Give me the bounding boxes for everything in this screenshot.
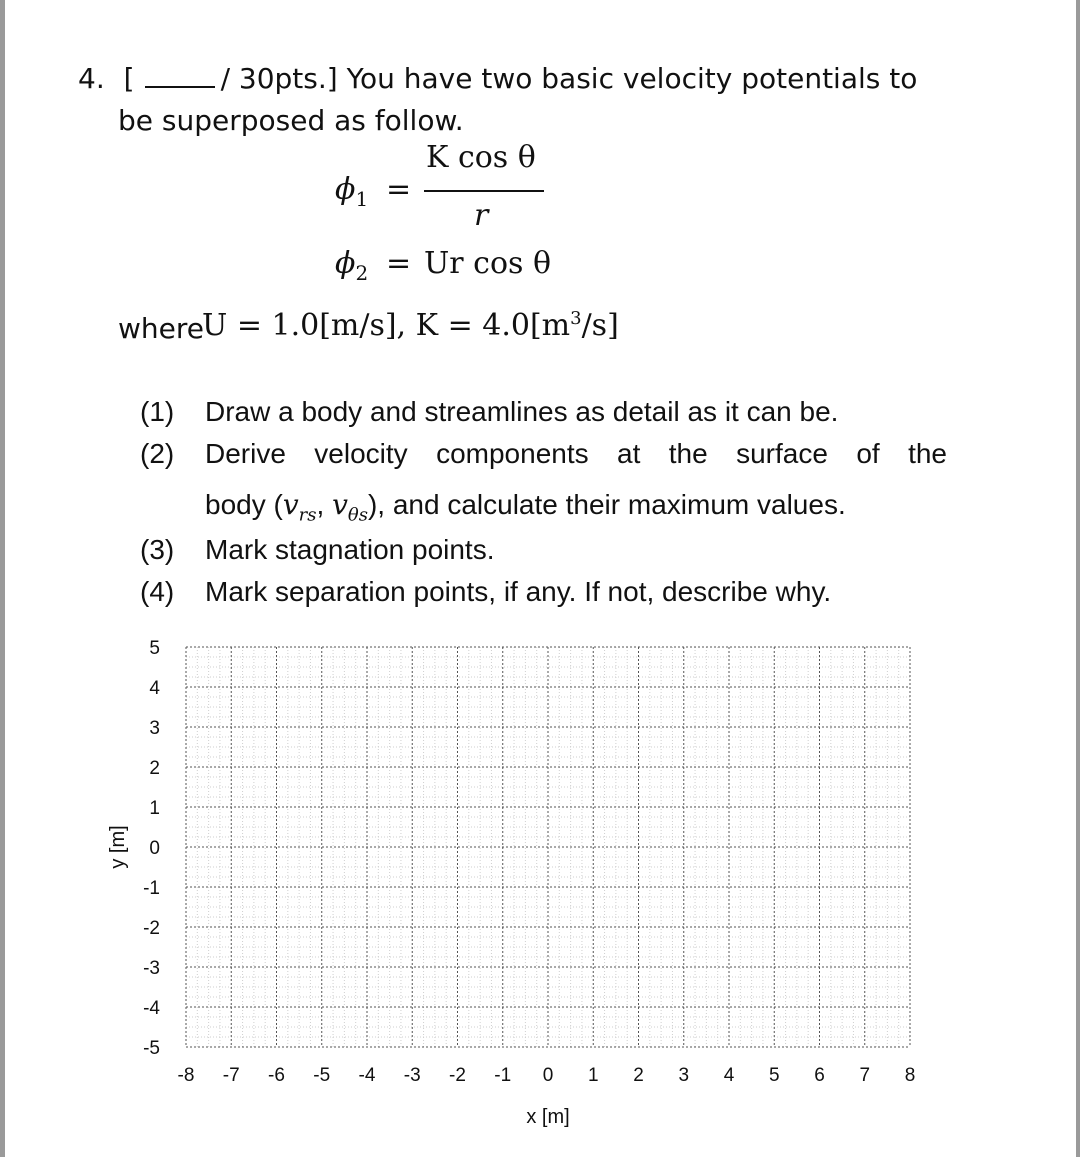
phi1-denominator: r [474,198,489,233]
x-tick-label: -7 [222,1065,240,1086]
task-1-text: Draw a body and streamlines as detail as it can be. [205,396,839,427]
points-label: / 30pts.] [220,62,338,95]
y-tick-label: 1 [149,798,160,819]
x-axis-title: x [m] [526,1106,570,1128]
phi1-equals: = [386,172,412,207]
intro-line-1: You have two basic velocity potentials to [346,62,918,95]
y-tick-label: 4 [149,678,160,699]
y-axis-title: y [m] [107,825,129,869]
task-4-text: Mark separation points, if any. If not, describe why. [205,576,832,607]
open-bracket: [ [123,62,135,95]
question-number: 4. [78,62,105,95]
y-tick-label: -4 [143,998,160,1019]
phi2-rhs: Ur cos θ [424,246,552,281]
x-tick-label: 4 [723,1065,735,1086]
x-tick-label: 0 [542,1065,554,1086]
task-1-number: (1) [140,396,175,427]
x-tick-label: 8 [904,1065,916,1086]
x-tick-label: 5 [768,1065,780,1086]
y-tick-label: 0 [149,838,160,859]
y-tick-label: 3 [149,718,160,739]
y-tick-label: -5 [143,1038,160,1059]
constants-definition: U = 1.0[m/s], $K = 4.0[m^3/s]$ [202,308,619,343]
x-tick-label: -3 [403,1065,421,1086]
x-tick-label: 7 [859,1065,871,1086]
phi1-lhs: $\phi_1$ [335,172,369,211]
x-tick-label: 1 [587,1065,599,1086]
x-tick-label: -4 [358,1065,376,1086]
y-tick-label: 5 [149,638,160,659]
x-tick-label: -8 [177,1065,195,1086]
task-2-number: (2) [140,438,175,469]
y-tick-label: -1 [143,878,160,899]
task-2-text-cont: body ($v_{rs}$, $v_{\theta s}$), and calculate their maximum values. [205,488,846,526]
phi1-numerator: K cos θ [426,140,536,175]
phi2-equals: = [386,246,412,281]
task-2-text: Derive velocity components at the surface of the [205,438,947,469]
y-tick-label: -2 [143,918,160,939]
x-tick-label: 6 [814,1065,825,1086]
x-tick-label: 3 [678,1065,690,1086]
intro-line-2: be superposed as follow. [118,104,464,137]
y-tick-label: -3 [143,958,160,979]
phi2-lhs: $\phi_2$ [335,246,369,285]
task-3-text: Mark stagnation points. [205,534,495,565]
task-4-number: (4) [140,576,175,607]
x-tick-label: -1 [494,1065,512,1086]
x-tick-label: -6 [268,1065,285,1086]
x-tick-label: 2 [633,1065,644,1086]
x-tick-label: -2 [449,1065,466,1086]
x-tick-label: -5 [313,1065,331,1086]
where-label: where [118,312,204,345]
y-tick-label: 2 [149,758,160,779]
task-3-number: (3) [140,534,175,565]
